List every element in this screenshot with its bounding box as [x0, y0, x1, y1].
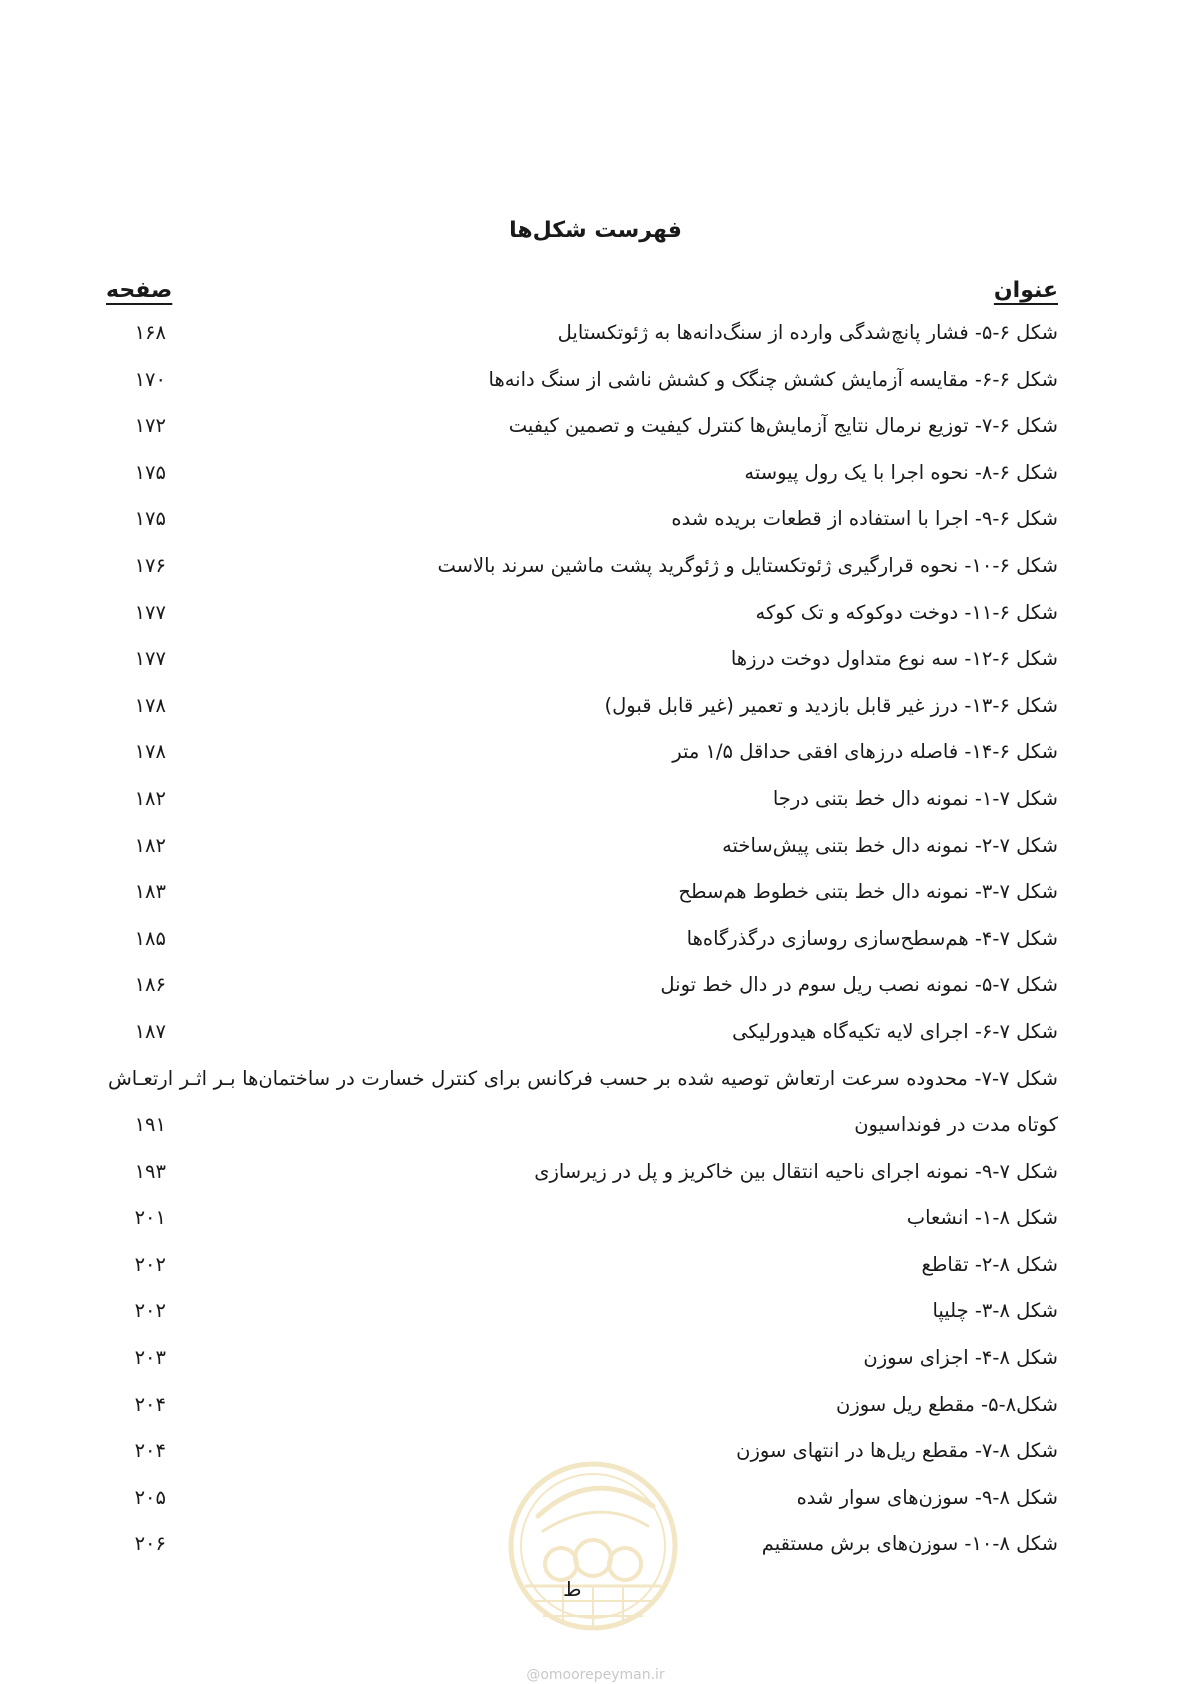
figure-title: شکل ۸-۱۰- سوزن‌های برش مستقیم [761, 1532, 1058, 1556]
watermark-seal-icon [503, 1446, 683, 1656]
figure-title: شکل ۷-۴- هم‌سطح‌سازی روسازی درگذرگاه‌ها [686, 926, 1058, 950]
page-number: ۱۹۱ [134, 1113, 166, 1137]
list-item [0, 1252, 1191, 1299]
figure-title: شکل ۷-۶- اجرای لایه تکیه‌گاه هیدورلیکی [732, 1019, 1058, 1043]
figure-title: شکل ۶-۵- فشار پانچ‌شدگی وارده از سنگ‌دانه‌ها به ژئوتکستایل [557, 321, 1058, 344]
figure-title: شکل۸-۵- مقطع ریل سوزن [836, 1392, 1058, 1416]
page-number: ۱۸۶ [134, 973, 166, 997]
page-number: ۲۰۱ [134, 1206, 166, 1230]
list-item [0, 506, 1191, 553]
figure-title: شکل ۶-۸- نحوه اجرا با یک رول پیوسته [744, 460, 1058, 484]
page-number: ۱۷۰ [134, 367, 166, 391]
figure-title: شکل ۷-۲- نمونه دال خط بتنی پیش‌ساخته [722, 833, 1058, 857]
page-number: ۱۶۸ [134, 321, 166, 344]
page-number: ۲۰۲ [134, 1299, 166, 1323]
list-item [0, 553, 1191, 600]
page-title: فهرست شکل‌ها [509, 218, 682, 243]
list-item [0, 1019, 1191, 1066]
page-number: ۱۷۸ [134, 740, 166, 764]
figure-title: شکل ۸-۹- سوزن‌های سوار شده [796, 1485, 1058, 1509]
page-number: ۱۷۸ [134, 693, 166, 717]
page-number: ۲۰۲ [134, 1252, 166, 1276]
figure-title: شکل ۶-۱۳- درز غیر قابل بازدید و تعمیر (غیر قابل قبول) [604, 693, 1058, 717]
list-item [0, 972, 1191, 1019]
page-number: ۲۰۶ [134, 1532, 166, 1556]
list-item [0, 926, 1191, 973]
list-item [0, 739, 1191, 786]
page-number: ۱۷۵ [134, 507, 166, 531]
page-number: ۲۰۵ [134, 1485, 166, 1509]
page-number: ۱۸۲ [134, 786, 166, 810]
figure-title: شکل ۸-۷- مقطع ریل‌ها در انتهای سوزن [736, 1439, 1058, 1463]
list-item [0, 1345, 1191, 1392]
list-item [0, 1066, 1191, 1113]
page-number: ۱۷۵ [134, 460, 166, 484]
figure-title: کوتاه مدت در فونداسیون [854, 1113, 1058, 1137]
figure-title: شکل ۷-۳- نمونه دال خط بتنی خطوط هم‌سطح [678, 880, 1058, 904]
figure-title: شکل ۶-۱۰- نحوه قرارگیری ژئوتکستایل و ژئوگرید پشت ماشین سرند بالاست [437, 553, 1058, 577]
page-number: ۱۷۷ [134, 647, 166, 671]
page-letter: ط [563, 1577, 582, 1601]
figure-title: شکل ۸-۳- چلیپا [932, 1299, 1058, 1323]
figure-title: شکل ۶-۱۱- دوخت دوکوکه و تک کوکه [755, 600, 1058, 624]
list-item [0, 693, 1191, 740]
page-number: ۱۸۷ [134, 1019, 166, 1043]
page-number: ۱۷۶ [134, 553, 166, 577]
list-item [0, 1205, 1191, 1252]
page-number: ۲۰۴ [134, 1439, 166, 1463]
column-header-page: صفحه [106, 278, 173, 303]
figure-list [0, 320, 1191, 1578]
figure-title: شکل ۸-۴- اجزای سوزن [863, 1346, 1058, 1370]
list-item [0, 646, 1191, 693]
list-item [0, 1392, 1191, 1439]
figure-title: شکل ۷-۱- نمونه دال خط بتنی درجا [772, 786, 1058, 810]
watermark-text: @omoorepeyman.ir [526, 1667, 665, 1683]
figure-title: شکل ۷-۷- محدوده سرعت ارتعاش توصیه شده بر حسب فرکانس برای کنترل خسارت در ساختمان‌ها بـر اثـر ارتعـاش [108, 1066, 1059, 1090]
list-item [0, 879, 1191, 926]
figure-title: شکل ۶-۷- توزیع نرمال نتایج آزمایش‌ها کنترل کیفیت و تصمین کیفیت [508, 414, 1058, 438]
page-number: ۱۷۲ [134, 414, 166, 438]
list-item [0, 1112, 1191, 1159]
list-item [0, 833, 1191, 880]
figure-title: شکل ۸-۱- انشعاب [906, 1206, 1058, 1230]
list-item [0, 320, 1191, 367]
figure-title: شکل ۷-۹- نمونه اجرای ناحیه انتقال بین خاکریز و پل در زیرسازی [534, 1159, 1058, 1183]
page-number: ۱۸۳ [134, 880, 166, 904]
list-item [0, 1159, 1191, 1206]
column-header-title: عنوان [993, 278, 1058, 303]
figure-title: شکل ۷-۵- نمونه نصب ریل سوم در دال خط تونل [660, 973, 1058, 997]
figure-title: شکل ۶-۶- مقایسه آزمایش کشش چنگک و کشش ناشی از سنگ دانه‌ها [488, 367, 1058, 391]
list-item [0, 600, 1191, 647]
page-number: ۱۸۲ [134, 833, 166, 857]
figure-title: شکل ۶-۱۲- سه نوع متداول دوخت درزها [730, 647, 1058, 671]
figure-title: شکل ۶-۱۴- فاصله درزهای افقی حداقل ۱/۵ متر [672, 740, 1058, 764]
page-number: ۲۰۴ [134, 1392, 166, 1416]
list-item [0, 367, 1191, 414]
list-item [0, 1298, 1191, 1345]
page-number: ۱۷۷ [134, 600, 166, 624]
list-item [0, 786, 1191, 833]
page-number: ۲۰۳ [134, 1346, 166, 1370]
figure-title: شکل ۶-۹- اجرا با استفاده از قطعات بریده شده [671, 507, 1058, 531]
page-number: ۱۹۳ [134, 1159, 166, 1183]
page-number: ۱۸۵ [134, 926, 166, 950]
list-item [0, 460, 1191, 507]
list-item [0, 413, 1191, 460]
figure-title: شکل ۸-۲- تقاطع [921, 1252, 1058, 1276]
